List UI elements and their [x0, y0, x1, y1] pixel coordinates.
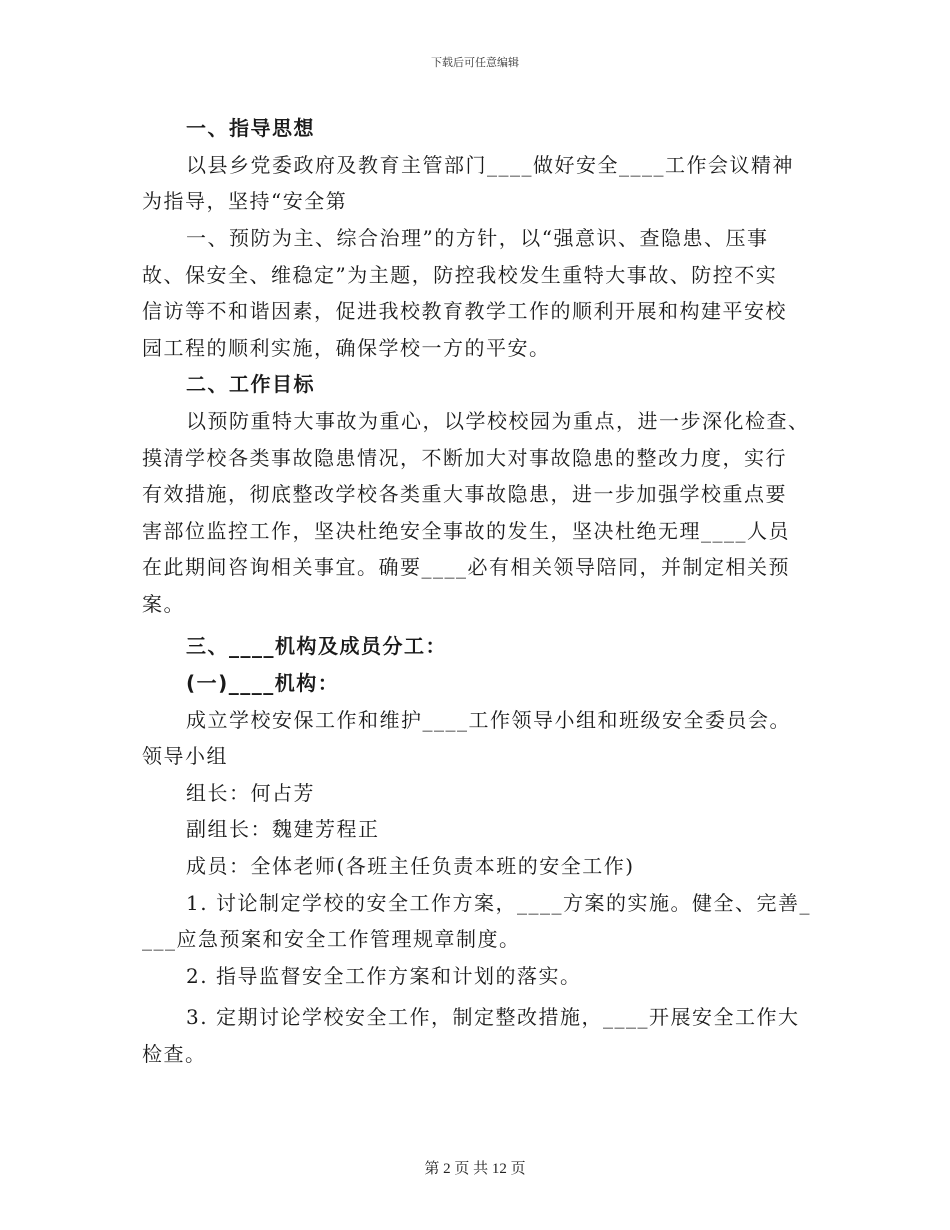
- paragraph-line: 一、预防为主、综合治理”的方针，以“强意识、查隐患、压事: [186, 226, 769, 250]
- paragraph-line: ___应急预案和安全工作管理规章制度。: [142, 927, 521, 951]
- subheading-organization: (一)____机构：: [186, 671, 340, 695]
- paragraph-line: 园工程的顺利实施，确保学校一方的平安。: [142, 336, 551, 360]
- heading-organization: 三、____机构及成员分工：: [186, 634, 447, 658]
- heading-guiding-ideology: 一、指导思想: [186, 116, 315, 140]
- list-item: 3. 定期讨论学校安全工作，制定整改措施，____开展安全工作大: [186, 1005, 800, 1029]
- paragraph-line: 摸清学校各类事故隐患情况，不断加大对事故隐患的整改力度，实行: [142, 446, 787, 470]
- paragraph-line: 在此期间咨询相关事宜。确要____必有相关领导陪同，并制定相关预: [142, 555, 790, 579]
- paragraph-line: 检查。: [142, 1042, 207, 1066]
- paragraph-line: 有效措施，彻底整改学校各类重大事故隐患，进一步加强学校重点要: [142, 482, 787, 506]
- paragraph-line: 成立学校安保工作和维护____工作领导小组和班级安全委员会。: [186, 708, 791, 732]
- paragraph-line: 组长：何占芳: [186, 781, 315, 805]
- paragraph-line: 故、保安全、维稳定”为主题，防控我校发生重特大事故、防控不实: [142, 263, 778, 287]
- paragraph-line: 成员：全体老师(各班主任负责本班的安全工作): [186, 854, 635, 878]
- paragraph-line: 以预防重特大事故为重心，以学校校园为重点，进一步深化检查、: [186, 409, 810, 433]
- heading-work-goals: 二、工作目标: [186, 372, 315, 396]
- list-item: 2. 指导监督安全工作方案和计划的落实。: [186, 964, 582, 988]
- page-number: 第 2 页 共 12 页: [424, 1161, 526, 1177]
- paragraph-line: 领导小组: [142, 744, 228, 768]
- paragraph-line: 副组长：魏建芳程正: [186, 817, 380, 841]
- list-item: 1. 讨论制定学校的安全工作方案，____方案的实施。健全、完善_: [186, 891, 811, 915]
- paragraph-line: 为指导，坚持“安全第: [142, 189, 348, 213]
- page-header-note: 下载后可任意编辑: [431, 56, 519, 69]
- paragraph-line: 害部位监控工作，坚决杜绝安全事故的发生，坚决杜绝无理____人员: [142, 519, 790, 543]
- paragraph-line: 信访等不和谐因素，促进我校教育教学工作的顺利开展和构建平安校: [142, 299, 787, 323]
- paragraph-line: 案。: [142, 592, 185, 616]
- paragraph-line: 以县乡党委政府及教育主管部门____做好安全____工作会议精神: [186, 153, 794, 177]
